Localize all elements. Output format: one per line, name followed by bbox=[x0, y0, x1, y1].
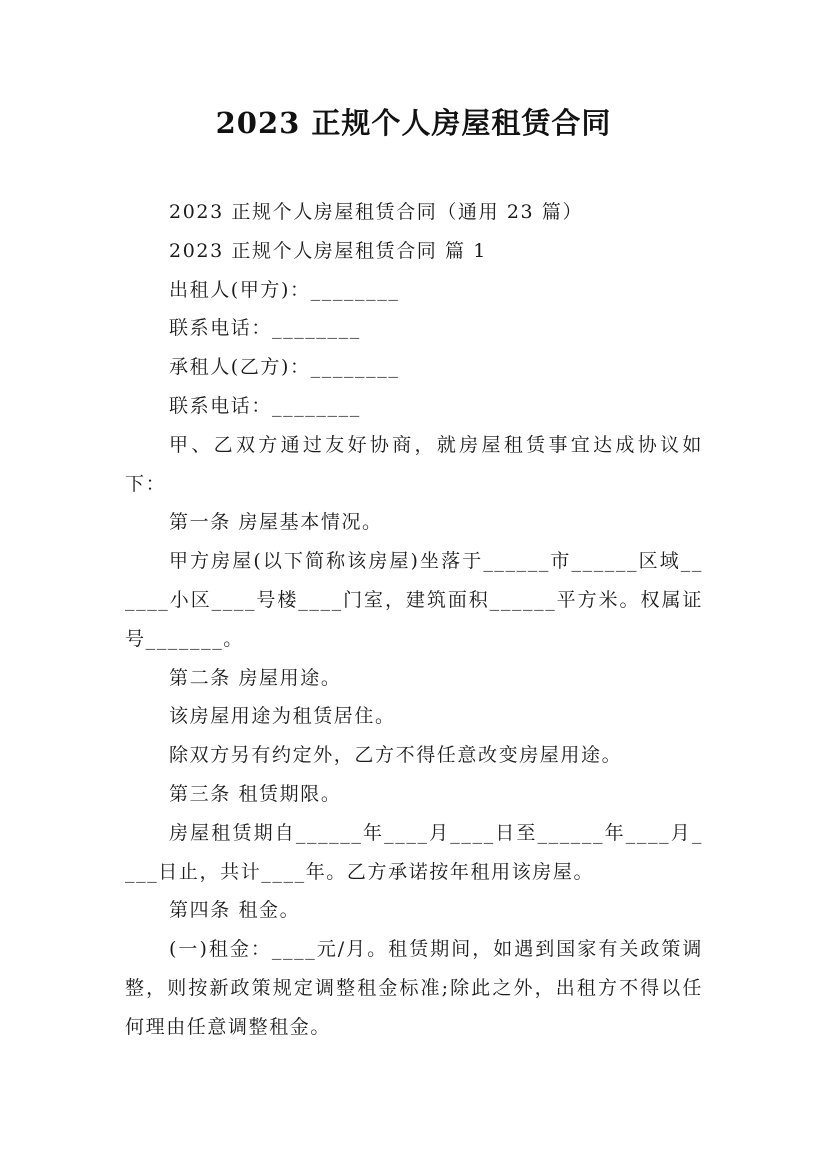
agreement-intro-paragraph: 甲、乙双方通过友好协商，就房屋租赁事宜达成协议如下： bbox=[125, 433, 703, 495]
landlord-phone-field: 联系电话：________ bbox=[169, 317, 361, 340]
tenant-field: 承租人(乙方)：________ bbox=[169, 356, 400, 379]
document-title: 2023 正规个人房屋租赁合同 bbox=[215, 106, 612, 140]
property-use-paragraph: 该房屋用途为租赁居住。 bbox=[169, 705, 396, 728]
article-4-heading: 第四条 租金。 bbox=[169, 899, 301, 922]
landlord-field: 出租人(甲方)：________ bbox=[169, 278, 400, 301]
contract-section-heading: 2023 正规个人房屋租赁合同 篇 1 bbox=[169, 239, 487, 262]
rent-paragraph: (一)租金：____元/月。租赁期间，如遇到国家有关政策调整，则按新政策规定调整租金标准;除此之外，出租方不得以任何理由任意调整租金。 bbox=[125, 938, 703, 1038]
tenant-phone-field: 联系电话：________ bbox=[169, 394, 361, 417]
document-body bbox=[125, 193, 703, 1047]
lease-term-paragraph: 房屋租赁期自______年____月____日至______年____月____日止，共计____年。乙方承诺按年租用该房屋。 bbox=[125, 821, 703, 883]
article-2-heading: 第二条 房屋用途。 bbox=[169, 666, 342, 689]
property-location-paragraph: 甲方房屋(以下简称该房屋)坐落于______市______区域______小区____号楼____门室，建筑面积______平方米。权属证号_______。 bbox=[125, 550, 703, 650]
use-restriction-paragraph: 除双方另有约定外，乙方不得任意改变房屋用途。 bbox=[169, 744, 623, 767]
contract-subtitle: 2023 正规个人房屋租赁合同（通用 23 篇） bbox=[169, 201, 584, 223]
article-1-heading: 第一条 房屋基本情况。 bbox=[169, 511, 383, 534]
article-3-heading: 第三条 租赁期限。 bbox=[169, 782, 342, 805]
